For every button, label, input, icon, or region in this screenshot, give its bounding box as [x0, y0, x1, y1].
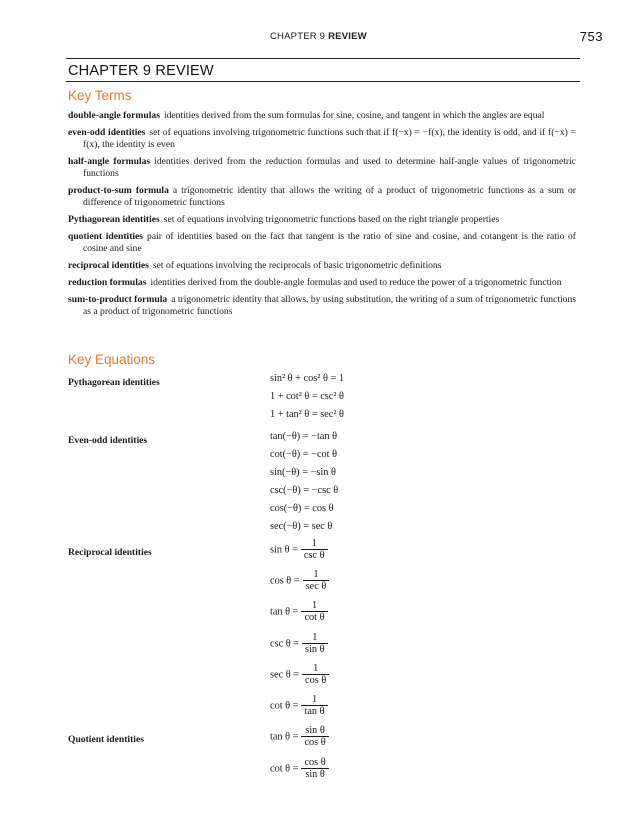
key-term-entry	[68, 185, 576, 209]
fraction-equation	[270, 632, 328, 656]
key-term-definition: identities derived from the reduction formulas and used to determine half-angle values of trigonometric functions	[83, 155, 576, 180]
key-term-name: even-odd identities	[68, 126, 146, 138]
fraction-equation	[270, 757, 329, 781]
key-term-name: product-to-sum formula	[68, 185, 169, 197]
running-head-chapter-number: CHAPTER 9	[270, 31, 326, 42]
key-term-entry	[68, 260, 576, 272]
fraction-equation	[270, 694, 328, 718]
key-term-entry	[68, 156, 576, 180]
equation: sec(−θ) = sec θ	[270, 521, 333, 532]
key-terms-heading: Key Terms	[68, 88, 132, 103]
key-term-entry	[68, 110, 576, 122]
fraction-numerator: 1	[302, 663, 329, 675]
fraction-denominator: tan θ	[304, 706, 325, 717]
equation-lhs: sin θ =	[270, 544, 298, 556]
key-term-definition: a trigonometric identity that allows, by using substitution, the writing of a sum of trigonometric functions as a product of trigonometric functions	[83, 293, 576, 318]
fraction-denominator: cos θ	[304, 737, 326, 748]
chapter-title: CHAPTER 9 REVIEW	[68, 63, 214, 79]
key-term-entry	[68, 127, 576, 151]
fraction	[301, 600, 327, 624]
fraction	[301, 757, 328, 781]
key-term-name: quotient identities	[68, 231, 144, 243]
fraction-numerator: 1	[301, 694, 327, 706]
fraction-numerator: 1	[301, 538, 328, 550]
page-number: 753	[579, 29, 603, 44]
fraction-numerator: 1	[302, 632, 328, 644]
key-equations-heading: Key Equations	[68, 352, 156, 367]
equation: csc(−θ) = −csc θ	[270, 485, 339, 496]
key-term-entry	[68, 277, 576, 289]
equation-lhs: csc θ =	[270, 637, 300, 649]
equation-lhs: cos θ =	[270, 575, 300, 587]
equation: 1 + tan² θ = sec² θ	[270, 409, 344, 420]
running-head	[0, 31, 630, 45]
equation-lhs: cot θ =	[270, 763, 299, 775]
equation-lhs: tan θ =	[270, 606, 299, 618]
equation: 1 + cot² θ = csc² θ	[270, 391, 344, 402]
equation-lhs: cot θ =	[270, 700, 299, 712]
fraction-equation	[270, 600, 328, 624]
equation: sin(−θ) = −sin θ	[270, 467, 336, 478]
key-term-definition: identities derived from the sum formulas for sine, cosine, and tangent in which the angles are equal	[163, 110, 545, 121]
key-term-definition: pair of identities based on the fact that tangent is the ratio of sine and cosine, and cotangent is the ratio of cosine and sine	[83, 231, 576, 255]
fraction-denominator: cot θ	[304, 612, 325, 624]
fraction-denominator: csc θ	[303, 550, 325, 561]
equation-group-label: Reciprocal identities	[68, 547, 152, 558]
fraction	[301, 694, 327, 718]
title-rule-bottom	[66, 81, 580, 82]
equation-group-label: Quotient identities	[68, 734, 144, 745]
fraction-numerator: sin θ	[301, 725, 328, 737]
fraction-equation	[270, 538, 328, 562]
fraction-equation	[270, 569, 329, 593]
fraction	[301, 538, 328, 562]
key-term-definition: set of equations involving trigonometric functions based on the right triangle properties	[163, 214, 500, 226]
equation: tan(−θ) = −tan θ	[270, 431, 338, 442]
equation-group-label: Even-odd identities	[68, 435, 148, 446]
fraction	[302, 632, 328, 656]
fraction	[303, 569, 330, 593]
fraction-denominator: sec θ	[305, 581, 327, 593]
key-term-name: reciprocal identities	[68, 260, 149, 272]
running-head-chapter	[270, 31, 367, 42]
key-term-entry	[68, 214, 576, 226]
key-term-name: double-angle formulas	[68, 110, 160, 121]
key-term-definition: a trigonometric identity that allows the writing of a product of trigonometric functions as a sum or difference of trigonometric functions	[83, 185, 576, 209]
equation-group-label: Pythagorean identities	[68, 377, 160, 388]
key-term-entry	[68, 231, 576, 255]
fraction-denominator: cos θ	[305, 674, 327, 686]
fraction-numerator: cos θ	[301, 757, 328, 769]
fraction-denominator: sin θ	[305, 643, 325, 655]
key-term-entry	[68, 294, 576, 318]
title-rule-top	[66, 58, 580, 59]
equation-lhs: tan θ =	[270, 731, 299, 743]
key-terms-list	[68, 110, 576, 323]
key-term-name: Pythagorean identities	[68, 214, 160, 226]
fraction-numerator: 1	[303, 569, 330, 581]
fraction-equation	[270, 725, 329, 749]
fraction	[302, 663, 329, 687]
key-term-name: sum-to-product formula	[68, 293, 168, 305]
key-term-definition: set of equations involving the reciprocals of basic trigonometric definitions	[152, 260, 442, 272]
equation: sin² θ + cos² θ = 1	[270, 373, 344, 384]
fraction-denominator: sin θ	[305, 769, 325, 780]
key-term-definition: identities derived from the double-angle formulas and used to reduce the power of a trigonometric function	[150, 277, 562, 289]
running-head-section: REVIEW	[328, 31, 367, 42]
equation: cot(−θ) = −cot θ	[270, 449, 338, 460]
fraction-numerator: 1	[301, 600, 327, 612]
fraction-equation	[270, 663, 329, 687]
key-term-name: half-angle formulas	[68, 155, 151, 167]
key-term-name: reduction formulas	[68, 277, 147, 289]
fraction	[301, 725, 328, 749]
equation-lhs: sec θ =	[270, 669, 300, 681]
equation: cos(−θ) = cos θ	[270, 503, 334, 514]
key-term-definition: set of equations involving trigonometric functions such that if f(−x) = −f(x), the identity is odd, and if f(−x) = f(x), the identity is even	[83, 126, 576, 151]
